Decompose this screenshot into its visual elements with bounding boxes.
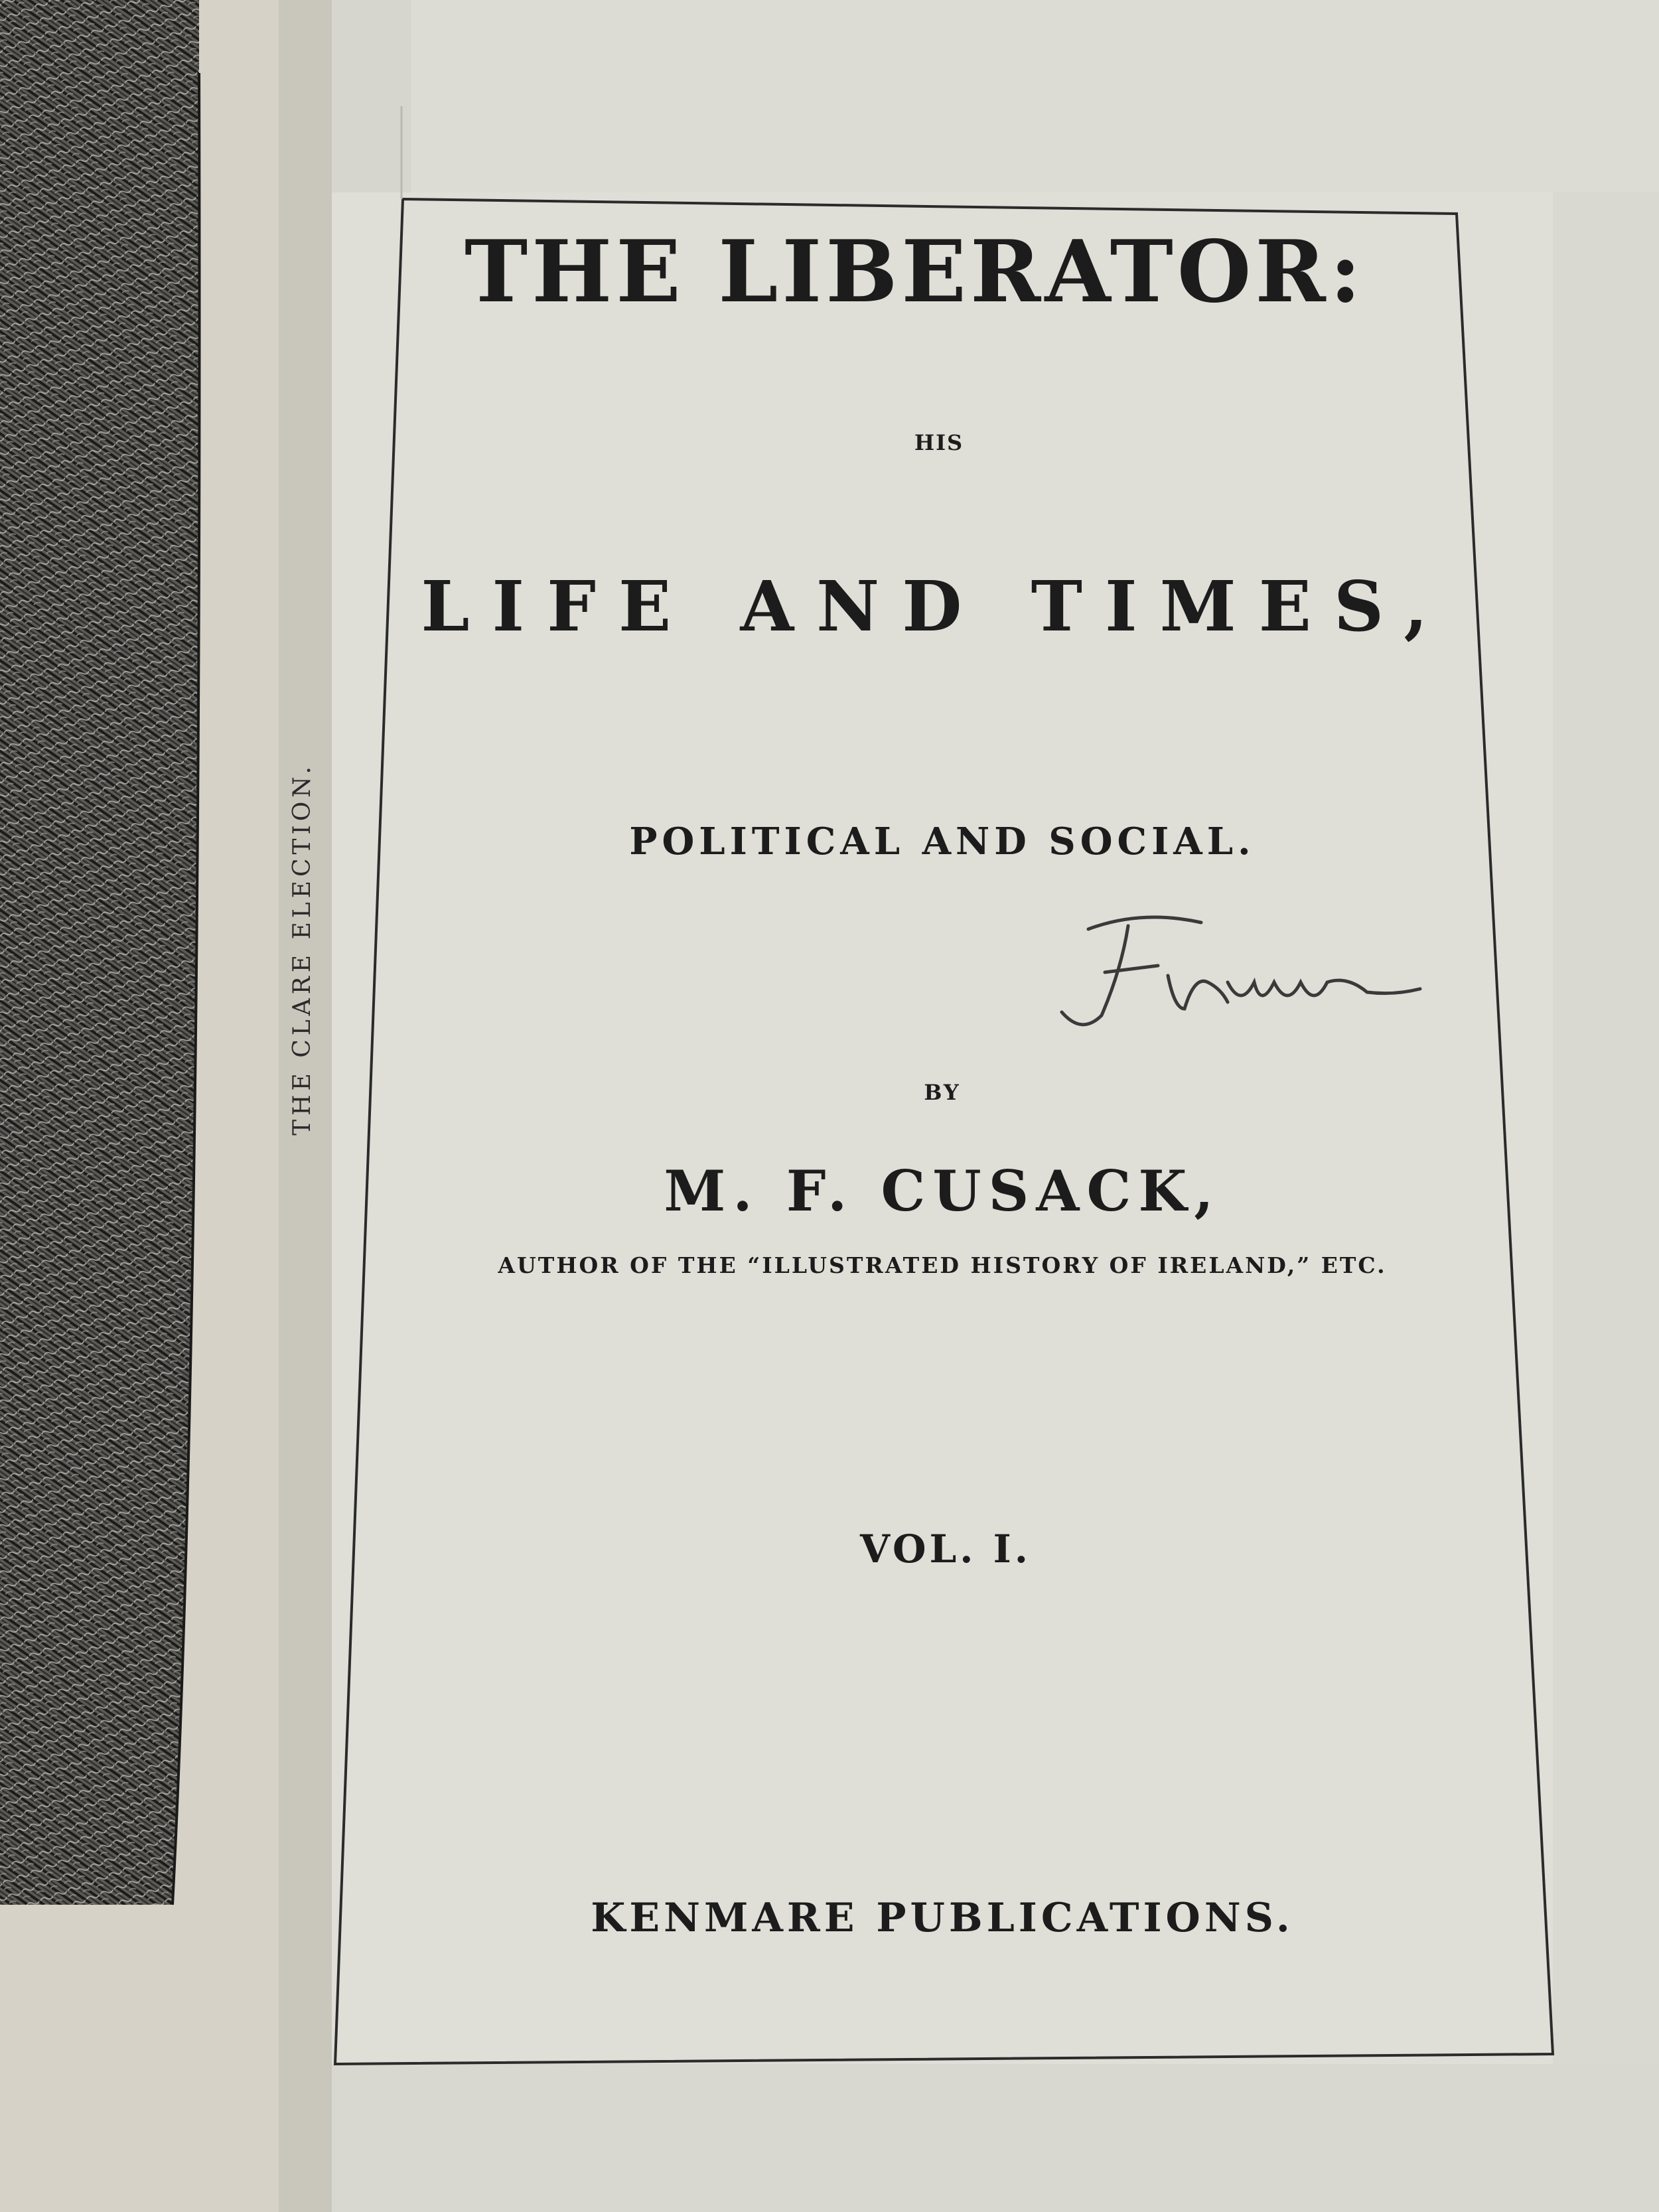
frontispiece-caption: THE CLARE ELECTION. bbox=[289, 763, 316, 1136]
title-page-sheet bbox=[332, 192, 1553, 2064]
book-subtitle-2: POLITICAL AND SOCIAL. bbox=[629, 820, 1256, 863]
book-title: THE LIBERATOR: bbox=[465, 222, 1365, 322]
author-name: M. F. CUSACK, bbox=[664, 1158, 1221, 1224]
overlapping-sheet bbox=[411, 0, 1659, 199]
author-credit: AUTHOR OF THE “ILLUSTRATED HISTORY OF IRELAND,” ETC. bbox=[498, 1252, 1387, 1278]
publisher-name: KENMARE PUBLICATIONS. bbox=[591, 1895, 1294, 1941]
book-subtitle: LIFE AND TIMES, bbox=[421, 565, 1451, 647]
volume-label: VOL. I. bbox=[860, 1526, 1031, 1572]
by-label: BY bbox=[924, 1080, 961, 1105]
his-label: HIS bbox=[914, 430, 964, 455]
